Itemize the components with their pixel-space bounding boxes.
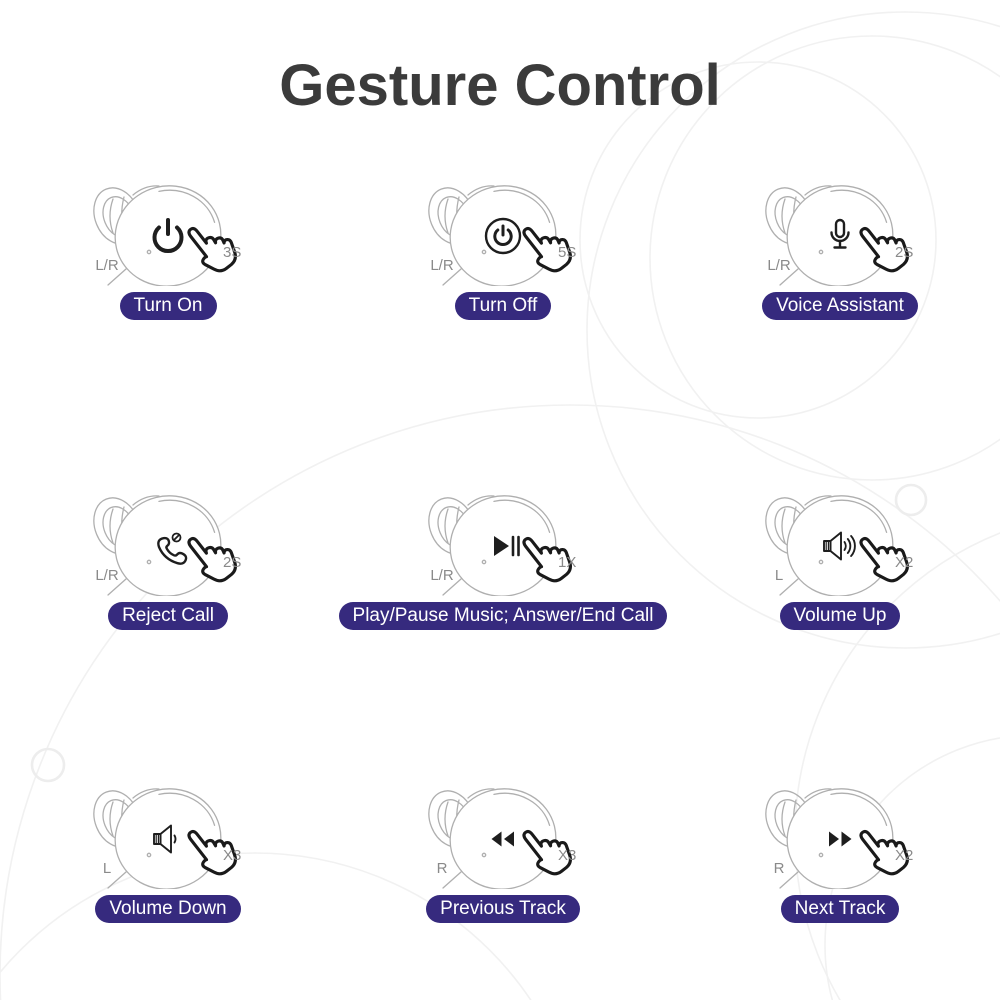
earbud-figure: [338, 170, 668, 290]
tap-count-label: X2: [895, 554, 914, 571]
cell-previous-track: [338, 773, 668, 923]
earbud-figure: [3, 170, 333, 290]
tap-count-label: 5S: [558, 244, 577, 261]
earbud-side-label: L/R: [95, 257, 119, 274]
cell-reject-call: [3, 480, 333, 630]
earbud-figure: [338, 480, 668, 600]
action-pill: Turn Off: [455, 292, 552, 320]
cell-volume-up: [675, 480, 1000, 630]
action-pill: Next Track: [781, 895, 900, 923]
cell-voice-assistant: [675, 170, 1000, 320]
earbud-figure: [675, 170, 1000, 290]
cell-turn-off: [338, 170, 668, 320]
tap-count-label: 2S: [895, 244, 914, 261]
cell-volume-down: [3, 773, 333, 923]
earbud-side-label: L/R: [430, 567, 454, 584]
cell-play-pause: [338, 480, 668, 630]
action-pill: Previous Track: [426, 895, 580, 923]
earbud-side-label: L: [774, 567, 784, 584]
cell-next-track: [675, 773, 1000, 923]
earbud-figure: [3, 773, 333, 893]
earbud-side-label: R: [436, 860, 448, 877]
tap-count-label: 3S: [223, 244, 242, 261]
earbud-figure: [338, 773, 668, 893]
earbud-side-label: L/R: [95, 567, 119, 584]
action-pill: Volume Up: [780, 602, 901, 630]
action-pill: Volume Down: [95, 895, 240, 923]
cell-turn-on: [3, 170, 333, 320]
page-title: Gesture Control: [279, 53, 721, 118]
action-pill: Turn On: [120, 292, 217, 320]
earbud-side-label: R: [773, 860, 785, 877]
earbud-side-label: L: [102, 860, 112, 877]
tap-count-label: X3: [558, 847, 577, 864]
earbud-figure: [675, 773, 1000, 893]
earbud-figure: [3, 480, 333, 600]
action-pill: Play/Pause Music; Answer/End Call: [339, 602, 668, 630]
tap-count-label: 2S: [223, 554, 242, 571]
tap-count-label: 1X: [558, 554, 577, 571]
tap-count-label: X2: [895, 847, 914, 864]
action-pill: Voice Assistant: [762, 292, 918, 320]
action-pill: Reject Call: [108, 602, 228, 630]
earbud-side-label: L/R: [767, 257, 791, 274]
tap-count-label: X3: [223, 847, 242, 864]
earbud-figure: [675, 480, 1000, 600]
earbud-side-label: L/R: [430, 257, 454, 274]
